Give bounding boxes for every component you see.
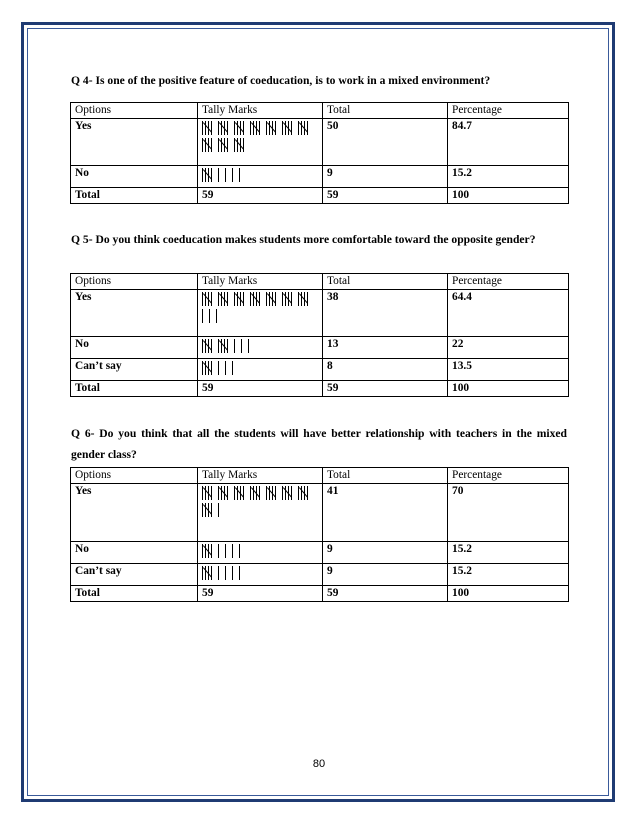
- percentage-cell: 100: [448, 188, 569, 204]
- total-cell: 13: [323, 337, 448, 359]
- total-cell: 9: [323, 542, 448, 564]
- tally-group-of-five: [202, 361, 214, 375]
- tally-group-of-five: [202, 121, 214, 135]
- tally-group-of-five: [234, 292, 246, 306]
- tally-group-of-five: [282, 121, 294, 135]
- header-percentage: Percentage: [448, 468, 569, 484]
- tally-mark: [232, 168, 233, 182]
- table-row: [71, 337, 569, 359]
- option-cell: Yes: [71, 119, 198, 166]
- table-row: [71, 166, 569, 188]
- tally-group-of-five: [202, 138, 214, 152]
- tally-marks: [202, 290, 314, 326]
- tally-group-of-five: [202, 544, 214, 558]
- tally-marks: [202, 484, 314, 520]
- tally-marks: [202, 119, 314, 155]
- tally-group-of-five: [250, 486, 262, 500]
- tally-group-of-five: [298, 121, 310, 135]
- total-cell: 59: [323, 586, 448, 602]
- tally-group-of-five: [234, 138, 246, 152]
- header-options: Options: [71, 468, 198, 484]
- question-4: Q 4- Is one of the positive feature of coeducation, is to work in a mixed environment?: [71, 74, 491, 87]
- header-options: Options: [71, 103, 198, 119]
- tally-mark: [225, 361, 226, 375]
- tally-group-of-five: [202, 339, 214, 353]
- percentage-cell: 100: [448, 586, 569, 602]
- table-row-total: [71, 381, 569, 397]
- tally-mark: [225, 566, 226, 580]
- header-percentage: Percentage: [448, 103, 569, 119]
- tally-mark: [232, 566, 233, 580]
- tally-total-cell: 59: [198, 586, 323, 602]
- tally-group-of-five: [298, 292, 310, 306]
- tally-group-of-five: [234, 121, 246, 135]
- tally-cell: [198, 119, 323, 166]
- tally-total-cell: 59: [198, 188, 323, 204]
- tally-cell: [198, 484, 323, 542]
- tally-marks: [202, 337, 314, 356]
- percentage-cell: 100: [448, 381, 569, 397]
- total-cell: 9: [323, 564, 448, 586]
- table-header-row: [71, 274, 569, 290]
- percentage-cell: 15.2: [448, 166, 569, 188]
- tally-mark: [234, 339, 235, 353]
- tally-mark: [218, 544, 219, 558]
- tally-group-of-five: [266, 121, 278, 135]
- tally-group-of-five: [282, 292, 294, 306]
- tally-group-of-five: [298, 486, 310, 500]
- tally-group-of-five: [202, 292, 214, 306]
- table-row: [71, 564, 569, 586]
- header-tally: Tally Marks: [198, 274, 323, 290]
- table-row: [71, 119, 569, 166]
- option-cell: Can’t say: [71, 564, 198, 586]
- page-number: 80: [312, 758, 326, 770]
- tally-group-of-five: [218, 486, 230, 500]
- tally-cell: [198, 564, 323, 586]
- tally-group-of-five: [234, 486, 246, 500]
- tally-group-of-five: [218, 339, 230, 353]
- table-row-total: [71, 586, 569, 602]
- q5-table: [70, 273, 569, 397]
- percentage-cell: 64.4: [448, 290, 569, 337]
- tally-mark: [218, 503, 219, 517]
- tally-mark: [241, 339, 242, 353]
- header-options: Options: [71, 274, 198, 290]
- tally-cell: [198, 290, 323, 337]
- q4-table: [70, 102, 569, 204]
- tally-group-of-five: [218, 292, 230, 306]
- option-cell: Total: [71, 381, 198, 397]
- percentage-cell: 84.7: [448, 119, 569, 166]
- percentage-cell: 70: [448, 484, 569, 542]
- header-total: Total: [323, 468, 448, 484]
- tally-mark: [232, 544, 233, 558]
- tally-group-of-five: [218, 138, 230, 152]
- option-cell: Can’t say: [71, 359, 198, 381]
- tally-mark: [209, 309, 210, 323]
- total-cell: 8: [323, 359, 448, 381]
- table-row: [71, 290, 569, 337]
- tally-total-cell: 59: [198, 381, 323, 397]
- tally-group-of-five: [250, 121, 262, 135]
- table-row: [71, 484, 569, 542]
- tally-mark: [218, 168, 219, 182]
- table-header-row: [71, 468, 569, 484]
- percentage-cell: 15.2: [448, 542, 569, 564]
- tally-marks: [202, 542, 314, 561]
- total-cell: 59: [323, 381, 448, 397]
- table-header-row: [71, 103, 569, 119]
- tally-group-of-five: [282, 486, 294, 500]
- question-6: Q 6- Do you think that all the students will have better relationship with teachers in the mixed gender class?: [71, 427, 567, 461]
- q6-table: [70, 467, 569, 602]
- tally-group-of-five: [266, 486, 278, 500]
- question-5: Q 5- Do you think coeducation makes students more comfortable toward the opposite gender?: [71, 233, 536, 246]
- tally-group-of-five: [202, 503, 214, 517]
- tally-group-of-five: [250, 292, 262, 306]
- table-row-total: [71, 188, 569, 204]
- header-tally: Tally Marks: [198, 103, 323, 119]
- option-cell: No: [71, 166, 198, 188]
- total-cell: 59: [323, 188, 448, 204]
- header-tally: Tally Marks: [198, 468, 323, 484]
- option-cell: Yes: [71, 290, 198, 337]
- tally-group-of-five: [202, 566, 214, 580]
- total-cell: 41: [323, 484, 448, 542]
- tally-marks: [202, 564, 314, 583]
- tally-mark: [239, 544, 240, 558]
- tally-group-of-five: [202, 168, 214, 182]
- total-cell: 38: [323, 290, 448, 337]
- header-total: Total: [323, 103, 448, 119]
- option-cell: Total: [71, 188, 198, 204]
- total-cell: 9: [323, 166, 448, 188]
- tally-mark: [225, 544, 226, 558]
- total-cell: 50: [323, 119, 448, 166]
- option-cell: No: [71, 542, 198, 564]
- tally-mark: [239, 168, 240, 182]
- tally-group-of-five: [202, 486, 214, 500]
- percentage-cell: 13.5: [448, 359, 569, 381]
- percentage-cell: 22: [448, 337, 569, 359]
- tally-cell: [198, 337, 323, 359]
- tally-mark: [232, 361, 233, 375]
- tally-group-of-five: [266, 292, 278, 306]
- tally-cell: [198, 542, 323, 564]
- option-cell: Yes: [71, 484, 198, 542]
- header-percentage: Percentage: [448, 274, 569, 290]
- tally-group-of-five: [218, 121, 230, 135]
- header-total: Total: [323, 274, 448, 290]
- table-row: [71, 542, 569, 564]
- tally-mark: [202, 309, 203, 323]
- option-cell: No: [71, 337, 198, 359]
- table-row: [71, 359, 569, 381]
- tally-mark: [248, 339, 249, 353]
- tally-cell: [198, 359, 323, 381]
- tally-mark: [218, 566, 219, 580]
- tally-mark: [239, 566, 240, 580]
- option-cell: Total: [71, 586, 198, 602]
- percentage-cell: 15.2: [448, 564, 569, 586]
- tally-cell: [198, 166, 323, 188]
- tally-mark: [216, 309, 217, 323]
- tally-marks: [202, 166, 314, 185]
- tally-mark: [218, 361, 219, 375]
- tally-mark: [225, 168, 226, 182]
- tally-marks: [202, 359, 314, 378]
